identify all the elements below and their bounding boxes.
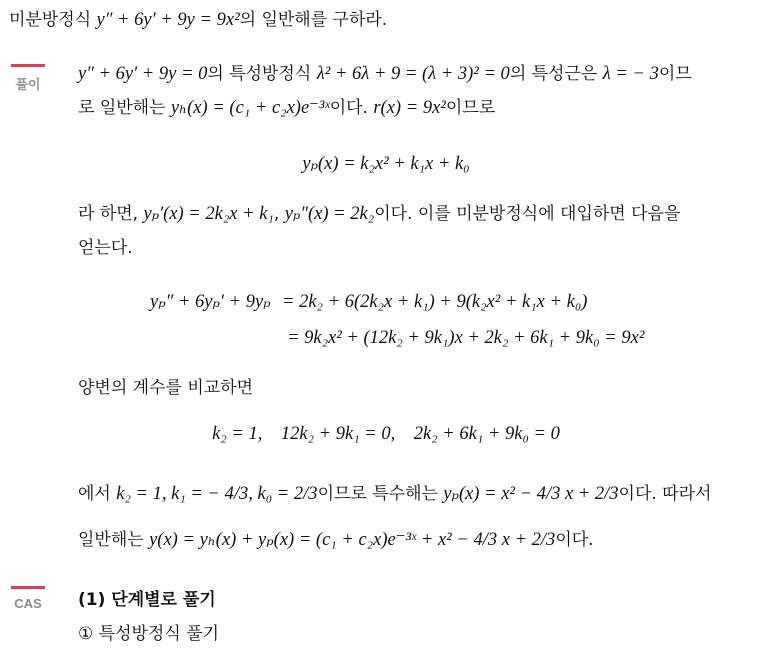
coefficient-system: k₂ = 1, 12k₂ + 9k₁ = 0, 2k₂ + 6k₁ + 9k₀ = 0 bbox=[212, 424, 560, 444]
cas-step-1: ① 특성방정식 풀기 bbox=[78, 624, 220, 644]
label-accent-bar bbox=[11, 586, 45, 589]
cas-heading: (1) 단계별로 풀기 bbox=[78, 590, 216, 610]
substitution-line-2: = 9k₂x² + (12k₂ + 9k₁)x + 2k₂ + 6k₁ + 9k₀ = 9x² bbox=[287, 328, 645, 348]
solution-line-1: y″ + 6y′ + 9y = 0의 특성방정식 λ² + 6λ + 9 = (λ + 3)² = 0의 특성근은 λ = − 3이므 bbox=[78, 64, 692, 84]
solution-label: 풀이 bbox=[8, 64, 48, 93]
characteristic-equation: λ² + 6λ + 9 = (λ + 3)² = 0 bbox=[316, 64, 510, 84]
second-derivative: yₚ″(x) = 2k₂ bbox=[284, 204, 375, 224]
solution-line-5: 얻는다. bbox=[78, 238, 133, 258]
k0-value: k₀ = 2/3 bbox=[257, 484, 318, 504]
result-line-2: 일반해는 y(x) = yₕ(x) + yₚ(x) = (c₁ + c₂x)e⁻³ˣ + x² − 4/3 x + 2/3이다. bbox=[78, 530, 594, 550]
trial-solution: yₚ(x) = k₂x² + k₁x + k₀ bbox=[302, 154, 470, 174]
compare-coefficients-text: 양변의 계수를 비교하면 bbox=[78, 378, 254, 398]
label-accent-bar bbox=[11, 64, 45, 67]
characteristic-root: λ = − 3 bbox=[602, 64, 659, 84]
problem-equation: y″ + 6y′ + 9y = 9x² bbox=[96, 10, 240, 30]
first-derivative: yₚ′(x) = 2k₂x + k₁ bbox=[143, 204, 274, 224]
problem-statement: 미분방정식 y″ + 6y′ + 9y = 9x²의 일반해를 구하라. bbox=[9, 10, 388, 30]
substitution-line-1: yₚ″ + 6yₚ′ + 9yₚ = 2k₂ + 6(2k₂x + k₁) + 9(k₂x² + k₁x + k₀) bbox=[150, 292, 588, 312]
solution-line-2: 로 일반해는 yₕ(x) = (c₁ + c₂x)e⁻³ˣ이다. r(x) = 9x²이므로 bbox=[78, 98, 496, 118]
k1-value: k₁ = − 4/3, bbox=[171, 484, 258, 504]
result-line-1: 에서 k₂ = 1, k₁ = − 4/3, k₀ = 2/3이므로 특수해는 yₚ(x) = x² − 4/3 x + 2/3이다. 따라서 bbox=[78, 484, 712, 504]
solution-line-4: 라 하면, yₚ′(x) = 2k₂x + k₁, yₚ″(x) = 2k₂이다. 이를 미분방정식에 대입하면 다음을 bbox=[78, 204, 681, 224]
cas-label: CAS bbox=[8, 586, 48, 611]
particular-solution: yₚ(x) = x² − 4/3 x + 2/3 bbox=[443, 484, 619, 504]
general-solution: y(x) = yₕ(x) + yₚ(x) = (c₁ + c₂x)e⁻³ˣ + x² − 4/3 x + 2/3 bbox=[149, 530, 556, 550]
homogeneous-solution: yₕ(x) = (c₁ + c₂x)e⁻³ˣ bbox=[170, 98, 330, 118]
